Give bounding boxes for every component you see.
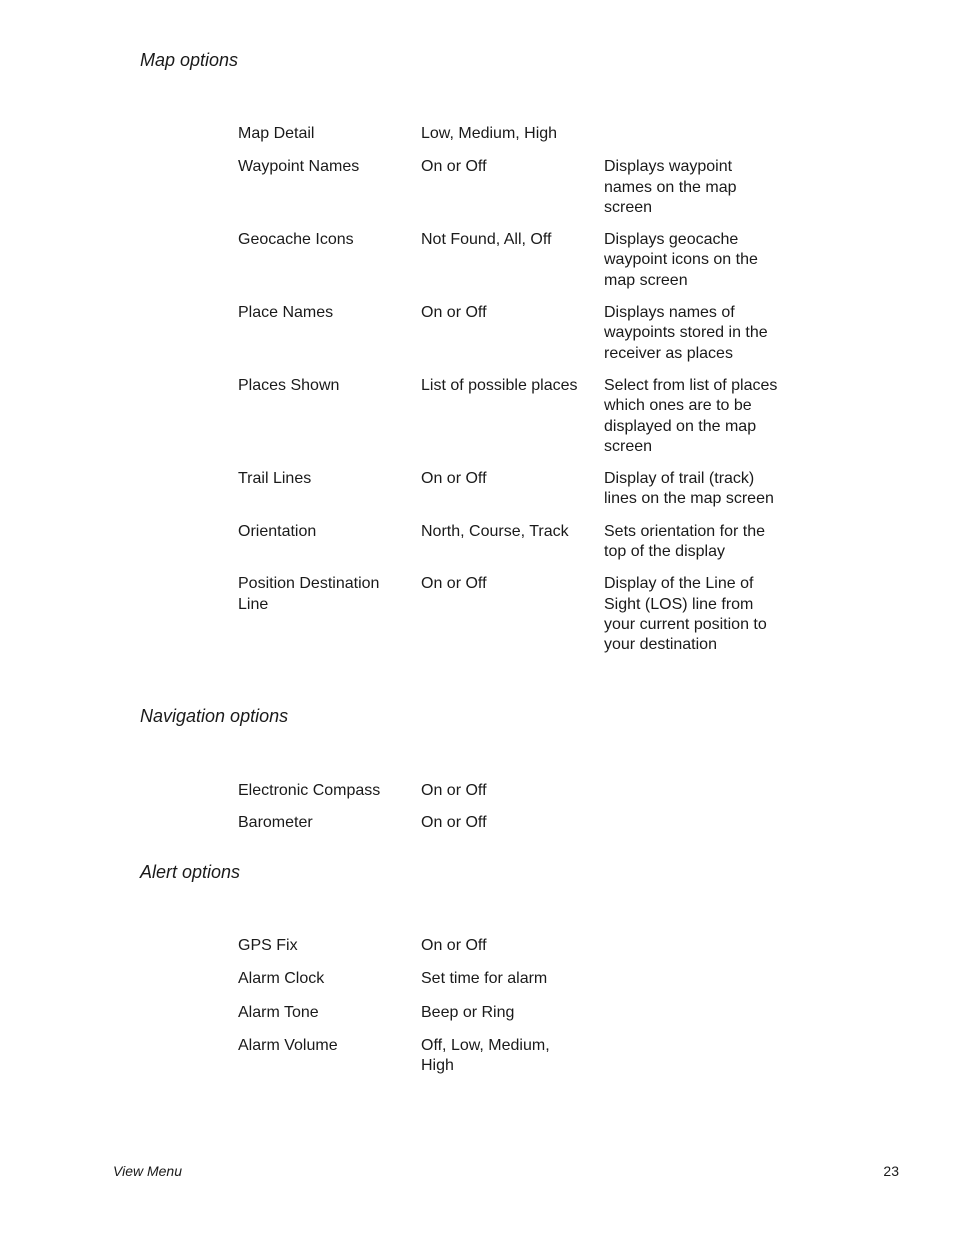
option-name: Position Destination Line xyxy=(238,575,380,613)
option-values: On or Off xyxy=(421,575,487,593)
option-name: Trail Lines xyxy=(238,470,312,488)
option-description: Sets orientation for the top of the display xyxy=(604,522,765,561)
option-description xyxy=(604,813,778,833)
option-values: On or Off xyxy=(421,304,487,322)
option-name: Alarm Tone xyxy=(238,1003,319,1021)
option-values: On or Off xyxy=(421,814,487,832)
option-values: On or Off xyxy=(421,158,487,176)
option-values: Beep or Ring xyxy=(421,1003,515,1021)
table-row xyxy=(238,522,778,563)
option-description: Displays names of waypoints stored in the receiver as places xyxy=(604,304,768,362)
option-values: List of possible places xyxy=(421,376,578,394)
map-options-table xyxy=(238,124,778,656)
table-row xyxy=(238,1003,778,1023)
option-name: Waypoint Names xyxy=(238,158,360,176)
option-name: GPS Fix xyxy=(238,937,298,954)
option-name: Place Names xyxy=(238,304,334,322)
option-name: Alarm Clock xyxy=(238,970,325,988)
option-values: Not Found, All, Off xyxy=(421,231,552,249)
map-options-heading: Map options xyxy=(140,50,239,70)
table-row xyxy=(238,303,778,364)
table-row xyxy=(238,124,778,144)
option-description xyxy=(604,781,778,801)
option-description xyxy=(604,124,778,144)
option-values: Low, Medium, High xyxy=(421,125,558,142)
table-row xyxy=(238,157,778,218)
option-name: Geocache Icons xyxy=(238,231,354,249)
option-name: Alarm Volume xyxy=(238,1036,338,1054)
option-name: Map Detail xyxy=(238,125,315,142)
table-row xyxy=(238,230,778,291)
table-row xyxy=(238,813,778,833)
table-row xyxy=(238,969,778,989)
option-values: On or Off xyxy=(421,470,487,488)
option-description xyxy=(604,936,778,956)
table-row xyxy=(238,1036,778,1077)
table-row xyxy=(238,574,778,655)
alert-options-heading: Alert options xyxy=(140,862,241,882)
option-values: On or Off xyxy=(421,782,487,799)
navigation-options-table xyxy=(238,781,778,834)
option-description: Display of the Line of Sight (LOS) line from your current position to your destination xyxy=(604,575,767,654)
navigation-options-heading: Navigation options xyxy=(140,706,289,726)
option-description: Displays waypoint names on the map screen xyxy=(604,158,737,216)
option-name: Places Shown xyxy=(238,376,340,394)
option-description xyxy=(604,1036,778,1077)
option-values: Set time for alarm xyxy=(421,970,548,988)
option-description xyxy=(604,1003,778,1023)
option-name: Barometer xyxy=(238,814,313,832)
option-values: Off, Low, Medium, High xyxy=(421,1036,550,1075)
option-description: Select from list of places which ones are to be displayed on the map screen xyxy=(604,376,778,455)
option-name: Orientation xyxy=(238,522,317,540)
option-description: Display of trail (track) lines on the map screen xyxy=(604,470,774,508)
table-row xyxy=(238,781,778,801)
option-values: North, Course, Track xyxy=(421,522,569,540)
option-values: On or Off xyxy=(421,937,487,954)
table-row xyxy=(238,469,778,510)
table-row xyxy=(238,936,778,956)
table-row xyxy=(238,376,778,457)
option-description: Displays geocache waypoint icons on the map screen xyxy=(604,231,758,289)
footer-section-title: View Menu xyxy=(113,1163,183,1179)
page-number: 23 xyxy=(883,1163,899,1179)
alert-options-table xyxy=(238,936,778,1076)
option-description xyxy=(604,969,778,989)
option-name: Electronic Compass xyxy=(238,782,381,799)
